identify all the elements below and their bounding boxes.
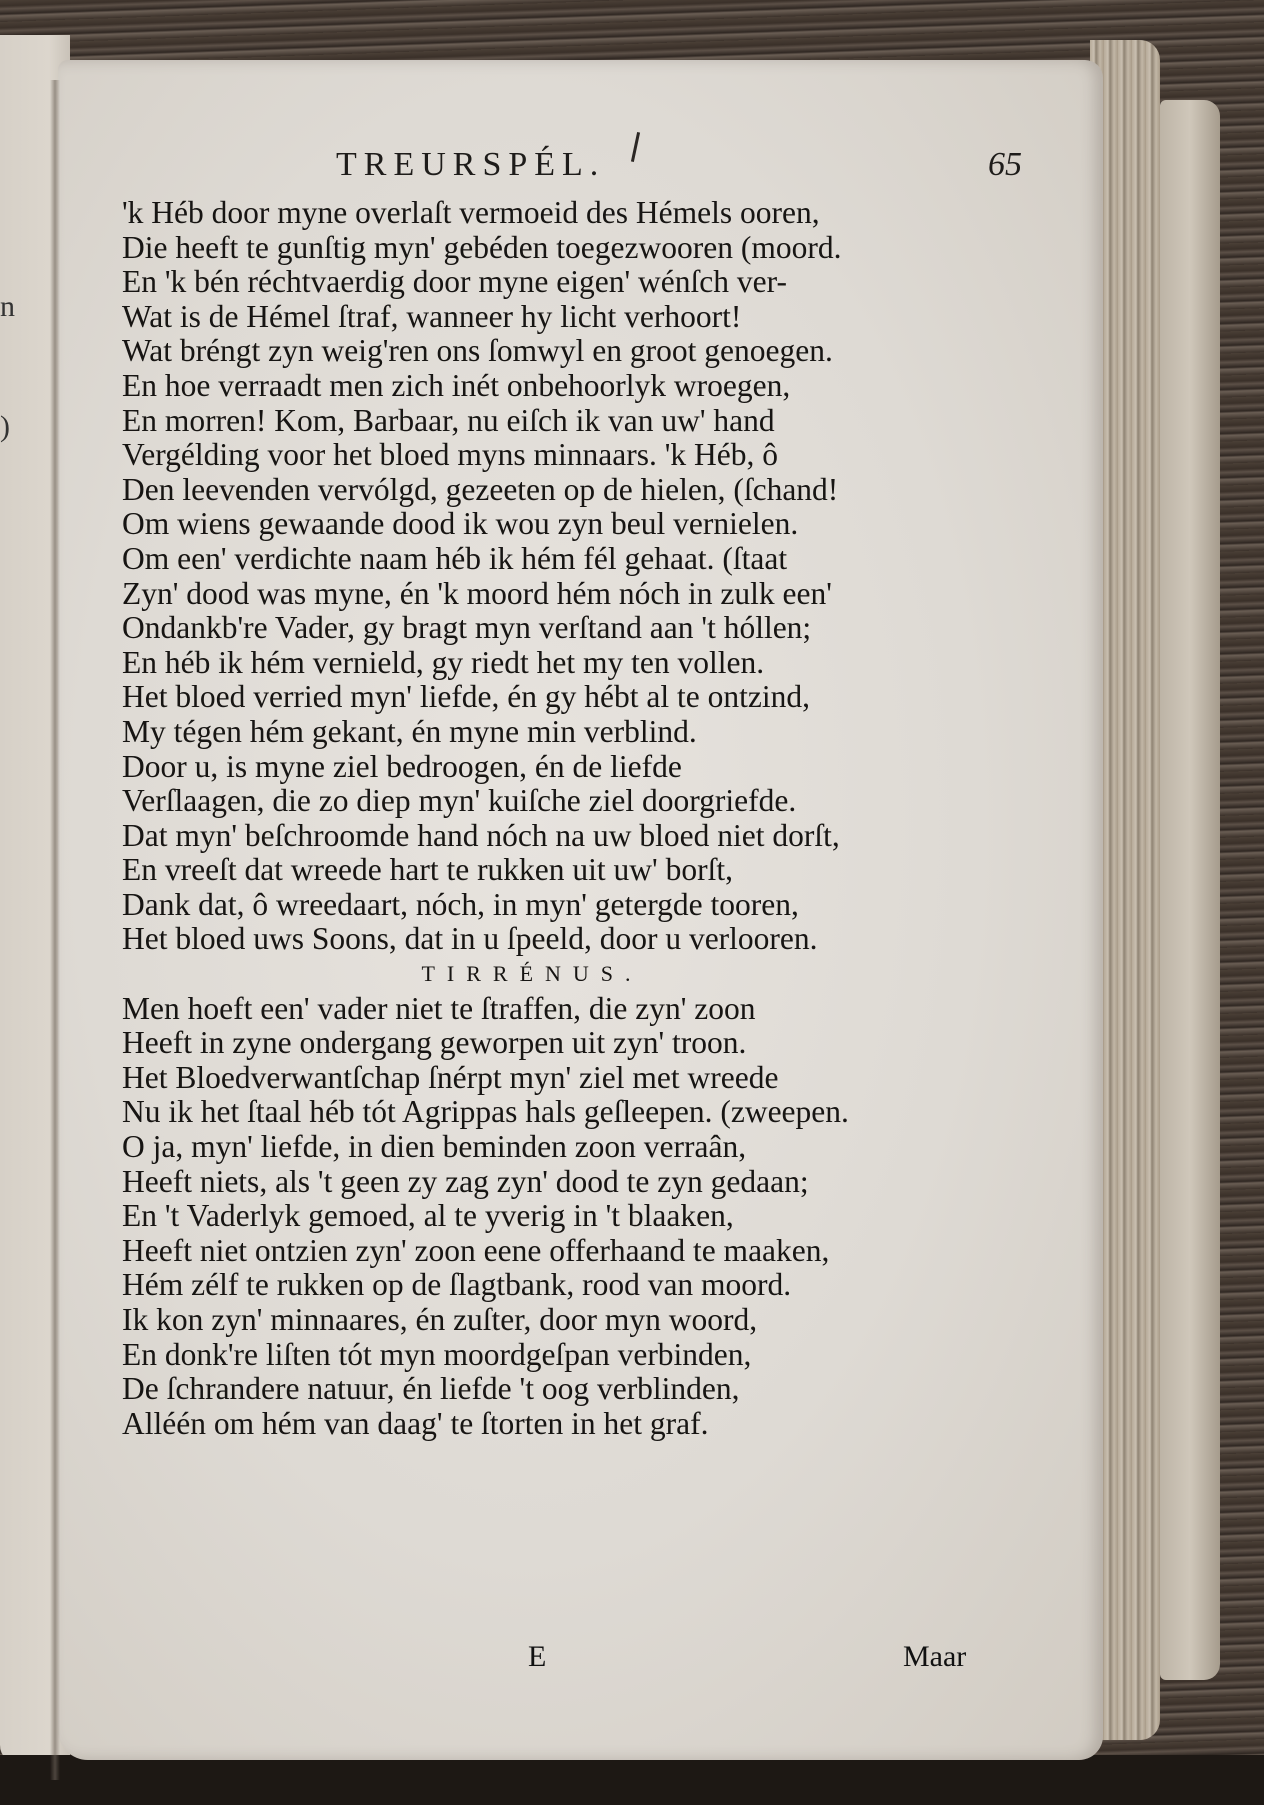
- book-cover-edge: [1160, 100, 1220, 1680]
- left-page-fragment: ): [0, 410, 10, 443]
- verse-line: En hoe verraadt men zich inét onbehoorlyk wroegen,: [122, 367, 791, 403]
- book-page: [58, 60, 1103, 1760]
- verse-line: Door u, is myne ziel bedroogen, én de liefde: [122, 748, 682, 784]
- verse-line: My tégen hém gekant, én myne min verblind.: [122, 713, 697, 749]
- verse-line: Wat is de Hémel ſtraf, wanneer hy licht verhoort!: [122, 298, 742, 334]
- running-head: [58, 146, 1103, 196]
- verse-line: Ondankb're Vader, gy bragt myn verſtand aan 't hóllen;: [122, 610, 812, 646]
- verse-line: Om een' verdichte naam héb ik hém fél gehaat. (ſtaat: [122, 540, 788, 576]
- verse-line: Ik kon zyn' minnaares, én zuſter, door myn woord,: [122, 1302, 758, 1337]
- left-page-fragment: n: [0, 290, 15, 323]
- verse-line: Heeft niet ontzien zyn' zoon eene offerhaand te maaken,: [122, 1232, 830, 1268]
- verse-line: Het bloed verried myn' liefde, én gy hébt al te ontzind,: [122, 679, 810, 715]
- verse-line: Men hoeft een' vader niet te ſtraffen, die zyn' zoon: [122, 990, 756, 1026]
- verse-line: Het bloed uws Soons, dat in u ſpeeld, door u verlooren.: [122, 921, 818, 957]
- pen-mark-icon: [631, 132, 640, 162]
- table-shadow: [0, 1755, 1264, 1805]
- verse-line: Hém zélf te rukken op de ſlagtbank, rood van moord.: [122, 1267, 792, 1303]
- verse-line: 'k Héb door myne overlaſt vermoeid des Hémels ooren,: [122, 195, 820, 230]
- verse-line: Dat myn' beſchroomde hand nóch na uw bloed niet dorſt,: [122, 817, 840, 853]
- verse-line: Wat bréngt zyn weig'ren ons ſomwyl en groot genoegen.: [122, 333, 833, 369]
- verse-line: Die heeft te gunſtig myn' gebéden toegezwooren (moord.: [122, 229, 842, 265]
- verse-line: Alléén om hém van daag' te ſtorten in het graf.: [122, 1405, 709, 1441]
- verse-line: Heeft in zyne ondergang geworpen uit zyn' troon.: [122, 1025, 747, 1061]
- gutter-shadow: [50, 80, 60, 1780]
- verse-line: Nu ik het ſtaal héb tót Agrippas hals geſleepen. (zweepen.: [122, 1094, 849, 1130]
- verse-line: De ſchrandere natuur, én liefde 't oog verblinden,: [122, 1371, 740, 1407]
- verse-line: En donk're liſten tót myn moordgeſpan verbinden,: [122, 1336, 752, 1372]
- verse-line: Om wiens gewaande dood ik wou zyn beul vernielen.: [122, 506, 799, 542]
- verse-line: En 'k bén réchtvaerdig door myne eigen' wénſch ver-: [122, 264, 787, 300]
- page-number: 65: [988, 146, 1022, 183]
- verse-line: Verſlaagen, die zo diep myn' kuiſche ziel doorgriefde.: [122, 783, 797, 819]
- catchword: Maar: [903, 1640, 967, 1673]
- signature-mark: E: [528, 1640, 547, 1673]
- verse-line: Heeft niets, als 't geen zy zag zyn' dood te zyn gedaan;: [122, 1163, 809, 1199]
- verse-line: En 't Vaderlyk gemoed, al te yverig in 't blaaken,: [122, 1198, 734, 1234]
- speaker-name: TIRRÉNUS.: [421, 961, 643, 987]
- verse-line: En morren! Kom, Barbaar, nu eiſch ik van uw' hand: [122, 402, 775, 438]
- verse-line: En vreeſt dat wreede hart te rukken uit uw' borſt,: [122, 852, 733, 888]
- verse-line: O ja, myn' liefde, in dien beminden zoon verraân,: [122, 1129, 747, 1165]
- verse-line: En héb ik hém vernield, gy riedt het my ten vollen.: [122, 644, 765, 680]
- page-footer: [58, 1640, 1103, 1680]
- verse-line: Dank dat, ô wreedaart, nóch, in myn' getergde tooren,: [122, 886, 799, 922]
- verse-line: Vergélding voor het bloed myns minnaars. 'k Héb, ô: [122, 437, 778, 473]
- verse-text: [122, 196, 1082, 1441]
- verse-line: Zyn' dood was myne, én 'k moord hém nóch in zulk een': [122, 575, 832, 611]
- verse-line: Den leevenden vervólgd, gezeeten op de hielen, (ſchand!: [122, 471, 839, 507]
- running-title: TREURSPÉL.: [336, 146, 606, 183]
- verse-line: Het Bloedverwantſchap ſnérpt myn' ziel met wreede: [122, 1059, 779, 1095]
